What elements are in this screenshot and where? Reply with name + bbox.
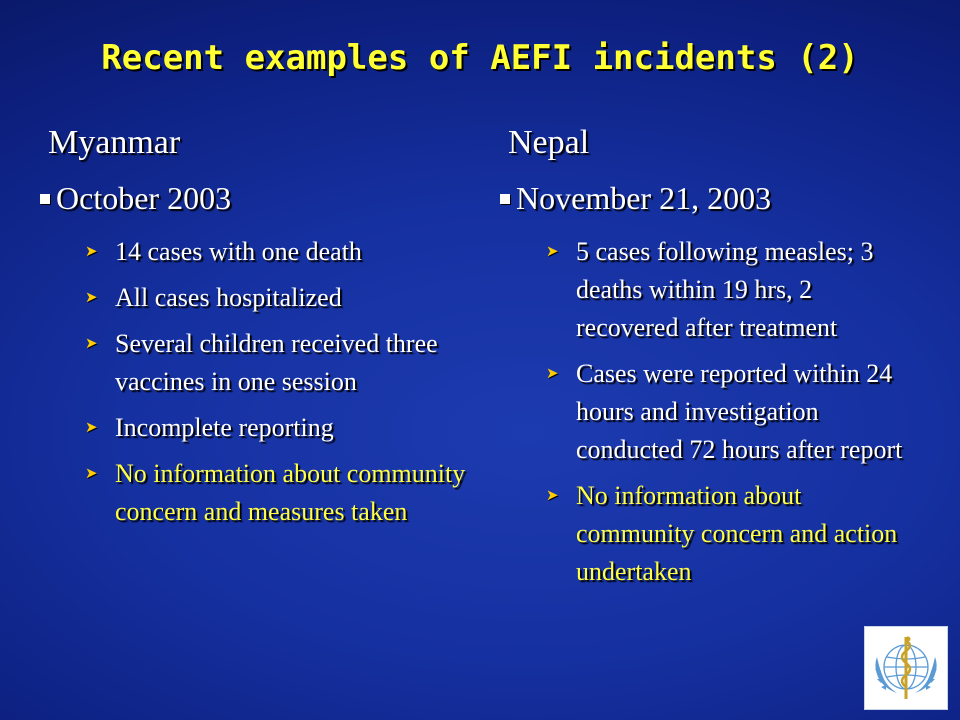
- list-item-text: 14 cases with one death: [115, 237, 362, 266]
- list-item: [85, 409, 480, 447]
- myanmar-date-bullet: [40, 180, 480, 217]
- arrow-bullet-icon: ➤: [85, 420, 98, 436]
- arrow-bullet-icon: ➤: [85, 290, 98, 306]
- arrow-bullet-icon: ➤: [546, 244, 559, 260]
- list-item: [85, 233, 480, 271]
- arrow-bullet-icon: ➤: [85, 466, 98, 482]
- list-item: [546, 355, 920, 469]
- list-item: [546, 233, 920, 347]
- arrow-bullet-icon: ➤: [546, 488, 559, 504]
- arrow-bullet-icon: ➤: [85, 336, 98, 352]
- list-item: [85, 279, 480, 317]
- arrow-bullet-icon: ➤: [546, 366, 559, 382]
- list-item-text: No information about community concern and action undertaken: [576, 481, 898, 586]
- nepal-list: [500, 233, 920, 591]
- who-emblem-logo: [864, 626, 948, 710]
- myanmar-heading: Myanmar: [48, 124, 181, 161]
- who-emblem-icon: [865, 627, 947, 709]
- list-item: [85, 325, 480, 401]
- myanmar-column: [40, 180, 480, 539]
- nepal-heading: Nepal: [508, 124, 590, 161]
- square-bullet-icon: [500, 194, 510, 204]
- list-item-text: Cases were reported within 24 hours and investigation conducted 72 hours after report: [576, 359, 903, 464]
- square-bullet-icon: [40, 194, 50, 204]
- nepal-column: [500, 180, 920, 599]
- arrow-bullet-icon: ➤: [85, 244, 98, 260]
- list-item: [546, 477, 920, 591]
- myanmar-list: [40, 233, 480, 531]
- list-item-text: 5 cases following measles; 3 deaths within 19 hrs, 2 recovered after treatment: [576, 237, 874, 342]
- list-item-text: Several children received three vaccines in one session: [115, 329, 438, 396]
- list-item-text: No information about community concern and measures taken: [115, 459, 466, 526]
- nepal-date: November 21, 2003: [516, 180, 772, 216]
- list-item-text: Incomplete reporting: [115, 413, 334, 442]
- list-item-text: All cases hospitalized: [115, 283, 342, 312]
- slide-title: Recent examples of AEFI incidents (2): [101, 38, 859, 78]
- myanmar-date: October 2003: [56, 180, 232, 216]
- list-item: [85, 455, 480, 531]
- nepal-date-bullet: [500, 180, 920, 217]
